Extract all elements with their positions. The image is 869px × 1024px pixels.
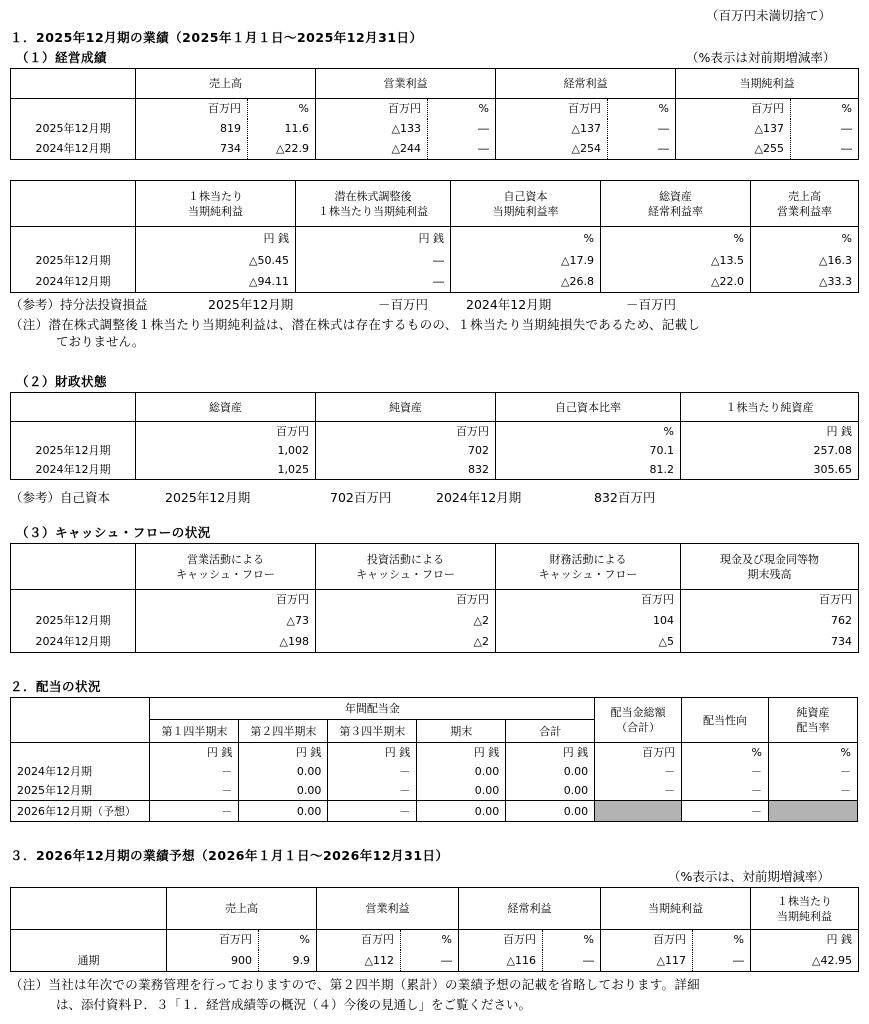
value-cell: 70.1 [496, 442, 681, 460]
value-cell: △112 [317, 950, 401, 972]
unit-cell: 百万円 [167, 930, 259, 950]
table-row [11, 119, 859, 138]
value-cell: △2 [316, 631, 496, 653]
value-cell: 819 [136, 119, 248, 138]
value-cell: △2 [316, 610, 496, 631]
value-cell: － [682, 763, 769, 781]
header-ordinary-profit: 経常利益 [459, 888, 601, 930]
unit-cell: % [248, 99, 316, 119]
value-cell: △50.45 [136, 251, 296, 271]
header-eps: １株当たり 当期純利益 [136, 181, 296, 227]
row-label: 2024年12月期 [11, 460, 136, 480]
value-cell: △73 [136, 610, 316, 631]
value-cell: － [682, 801, 769, 822]
value-cell: 0.00 [417, 763, 506, 781]
value-cell: △137 [496, 119, 608, 138]
unit-cell: 円 銭 [328, 743, 417, 763]
ref-value: 702百万円 [330, 490, 392, 505]
value-cell: － [328, 801, 417, 822]
table-row [11, 610, 859, 631]
note-line: ておりません。 [56, 334, 145, 349]
note-line: （注）当社は年次での業務管理を行っておりますので、第２四半期（累計）の業績予想の記載を省略しております。詳細 [10, 977, 700, 992]
section1-title: １．2025年12月期の業績（2025年１月１日～2025年12月31日） [10, 30, 423, 45]
table-row [11, 460, 859, 480]
operating-results-table [10, 68, 859, 160]
header-net-assets: 純資産 [316, 393, 496, 422]
header-cash-balance: 現金及び現金同等物 期末残高 [681, 544, 859, 590]
table-row [11, 763, 858, 781]
unit-cell: % [693, 930, 751, 950]
unit-cell: 百万円 [316, 422, 496, 442]
value-cell: △244 [316, 138, 428, 160]
unit-cell: % [496, 422, 681, 442]
header-year-end: 期末 [417, 720, 506, 743]
header-eps: １株当たり 当期純利益 [751, 888, 859, 930]
value-cell: 0.00 [239, 801, 328, 822]
unit-cell: 百万円 [496, 99, 608, 119]
table-row [11, 138, 859, 160]
header-doe: 純資産 配当率 [769, 698, 858, 743]
unit-cell: % [769, 743, 858, 763]
value-cell: 11.6 [248, 119, 316, 138]
value-cell: 832 [316, 460, 496, 480]
unit-cell: 百万円 [595, 743, 682, 763]
value-cell: 9.9 [259, 950, 317, 972]
header-roa: 総資産 経常利益率 [601, 181, 751, 227]
value-cell: 734 [681, 631, 859, 653]
header-operating-margin: 売上高 営業利益率 [751, 181, 859, 227]
unit-cell: 百万円 [676, 99, 791, 119]
value-cell: △26.8 [451, 271, 601, 293]
row-label: 2024年12月期 [11, 138, 136, 160]
shaded-cell [769, 801, 858, 822]
header-annual-dividend: 年間配当金 [150, 698, 595, 720]
value-cell: 0.00 [506, 801, 595, 822]
note-line: （注）潜在株式調整後１株当たり当期純利益は、潜在株式は存在するものの、１株当たり当期純損失であるため、記載し [10, 317, 701, 332]
equity-method-ref-label: （参考）持分法投資損益 [10, 297, 148, 312]
row-label: 2026年12月期（予想） [11, 801, 150, 822]
value-cell: ― [543, 950, 601, 972]
ref-period: 2025年12月期 [165, 490, 251, 505]
unit-cell: 百万円 [316, 590, 496, 610]
cash-flow-table [10, 543, 859, 653]
header-financing-cf: 財務活動による キャッシュ・フロー [496, 544, 681, 590]
dividend-table [10, 697, 858, 822]
table-row [11, 442, 859, 460]
ref-period: 2025年12月期 [208, 297, 294, 312]
unit-cell: % [259, 930, 317, 950]
value-cell: － [682, 781, 769, 801]
unit-cell: % [451, 227, 601, 251]
value-cell: ― [401, 950, 459, 972]
header-equity-ratio: 自己資本比率 [496, 393, 681, 422]
value-cell: － [595, 763, 682, 781]
value-cell: 734 [136, 138, 248, 160]
section2-title: ２．配当の状況 [10, 679, 102, 694]
value-cell: 900 [167, 950, 259, 972]
header-operating-profit: 営業利益 [316, 69, 496, 99]
header-net-profit: 当期純利益 [601, 888, 751, 930]
row-label: 2025年12月期 [11, 610, 136, 631]
operating-results-title: （１）経営成績 [16, 50, 108, 65]
header-total-assets: 総資産 [136, 393, 316, 422]
per-share-ratio-table [10, 180, 859, 293]
value-cell: ― [693, 950, 751, 972]
value-cell: 762 [681, 610, 859, 631]
table-row [11, 251, 859, 271]
value-cell: △16.3 [751, 251, 859, 271]
unit-cell: % [601, 227, 751, 251]
financial-position-table [10, 392, 859, 480]
table-row [11, 801, 858, 822]
unit-cell: % [751, 227, 859, 251]
value-cell: △5 [496, 631, 681, 653]
cash-flow-title: （３）キャッシュ・フローの状況 [16, 525, 211, 540]
unit-cell: 百万円 [601, 930, 693, 950]
value-cell: ― [791, 119, 859, 138]
value-cell: 1,025 [136, 460, 316, 480]
ref-period: 2024年12月期 [466, 297, 552, 312]
unit-cell: 円 銭 [751, 930, 859, 950]
value-cell: △116 [459, 950, 543, 972]
value-cell: ― [296, 251, 451, 271]
value-cell: － [769, 781, 858, 801]
shaded-cell [595, 801, 682, 822]
unit-cell: 円 銭 [296, 227, 451, 251]
header-total: 合計 [506, 720, 595, 743]
row-label: 2025年12月期 [11, 251, 136, 271]
forecast-table [10, 887, 859, 972]
unit-cell: 百万円 [317, 930, 401, 950]
value-cell: ― [428, 138, 496, 160]
value-cell: ― [791, 138, 859, 160]
value-cell: 81.2 [496, 460, 681, 480]
header-net-profit: 当期純利益 [676, 69, 859, 99]
header-diluted-eps: 潜在株式調整後 １株当たり当期純利益 [296, 181, 451, 227]
unit-cell: % [791, 99, 859, 119]
value-cell: △22.0 [601, 271, 751, 293]
header-roe: 自己資本 当期純利益率 [451, 181, 601, 227]
table-row [11, 950, 859, 972]
unit-cell: 円 銭 [150, 743, 239, 763]
row-label: 2024年12月期 [11, 631, 136, 653]
unit-cell: % [543, 930, 601, 950]
row-label: 2024年12月期 [11, 271, 136, 293]
table-row [11, 631, 859, 653]
value-cell: △94.11 [136, 271, 296, 293]
value-cell: △22.9 [248, 138, 316, 160]
value-cell: 0.00 [417, 781, 506, 801]
header-operating-profit: 営業利益 [317, 888, 459, 930]
header-ordinary-profit: 経常利益 [496, 69, 676, 99]
row-label: 2025年12月期 [11, 119, 136, 138]
header-sales: 売上高 [167, 888, 317, 930]
value-cell: △13.5 [601, 251, 751, 271]
header-q3-end: 第３四半期末 [328, 720, 417, 743]
unit-cell: 百万円 [136, 422, 316, 442]
value-cell: 0.00 [506, 781, 595, 801]
header-q1-end: 第１四半期末 [150, 720, 239, 743]
unit-cell: 百万円 [496, 590, 681, 610]
row-label: 通期 [11, 950, 167, 972]
value-cell: 305.65 [681, 460, 859, 480]
value-cell: 0.00 [506, 763, 595, 781]
value-cell: － [150, 781, 239, 801]
value-cell: ― [428, 119, 496, 138]
value-cell: △117 [601, 950, 693, 972]
value-cell: 0.00 [239, 763, 328, 781]
unit-cell: 円 銭 [417, 743, 506, 763]
ref-value: 832百万円 [594, 490, 656, 505]
ref-period: 2024年12月期 [436, 490, 522, 505]
header-sales: 売上高 [136, 69, 316, 99]
unit-cell: 百万円 [316, 99, 428, 119]
header-total-dividend: 配当金総額 （合計） [595, 698, 682, 743]
table-row [11, 781, 858, 801]
value-cell: － [595, 781, 682, 801]
ref-value: －百万円 [378, 297, 429, 312]
note-line: は、添付資料Ｐ．３「１．経営成績等の概況（４）今後の見通し」をご覧ください。 [56, 997, 532, 1012]
value-cell: － [328, 763, 417, 781]
row-label: 2025年12月期 [11, 781, 150, 801]
row-label: 2024年12月期 [11, 763, 150, 781]
unit-cell: 百万円 [136, 590, 316, 610]
value-cell: 0.00 [239, 781, 328, 801]
value-cell: △133 [316, 119, 428, 138]
header-operating-cf: 営業活動による キャッシュ・フロー [136, 544, 316, 590]
unit-cell: 百万円 [459, 930, 543, 950]
value-cell: 1,002 [136, 442, 316, 460]
table-row [11, 271, 859, 293]
value-cell: － [150, 763, 239, 781]
section3-title: ３．2026年12月期の業績予想（2026年１月１日～2026年12月31日） [10, 848, 449, 863]
value-cell: 0.00 [417, 801, 506, 822]
unit-cell: % [428, 99, 496, 119]
equity-ref-label: （参考）自己資本 [10, 490, 111, 505]
unit-cell: 円 銭 [136, 227, 296, 251]
unit-cell: 百万円 [681, 590, 859, 610]
value-cell: ― [608, 138, 676, 160]
value-cell: △17.9 [451, 251, 601, 271]
value-cell: △42.95 [751, 950, 859, 972]
ref-value: －百万円 [626, 297, 677, 312]
value-cell: 702 [316, 442, 496, 460]
header-investing-cf: 投資活動による キャッシュ・フロー [316, 544, 496, 590]
header-payout-ratio: 配当性向 [682, 698, 769, 743]
value-cell: △198 [136, 631, 316, 653]
value-cell: ― [296, 271, 451, 293]
value-cell: 104 [496, 610, 681, 631]
value-cell: － [328, 781, 417, 801]
unit-cell: 円 銭 [506, 743, 595, 763]
unit-cell: 円 銭 [239, 743, 328, 763]
header-bps: １株当たり純資産 [681, 393, 859, 422]
value-cell: △33.3 [751, 271, 859, 293]
value-cell: － [150, 801, 239, 822]
unit-cell: % [401, 930, 459, 950]
unit-cell: % [682, 743, 769, 763]
value-cell: ― [608, 119, 676, 138]
value-cell: △255 [676, 138, 791, 160]
value-cell: － [769, 763, 858, 781]
value-cell: △137 [676, 119, 791, 138]
value-cell: △254 [496, 138, 608, 160]
unit-cell: 円 銭 [681, 422, 859, 442]
row-label: 2025年12月期 [11, 442, 136, 460]
change-rate-note: （%表示は対前期増減率） [686, 50, 836, 65]
unit-cell: % [608, 99, 676, 119]
value-cell: 257.08 [681, 442, 859, 460]
unit-note: （百万円未満切捨て） [706, 8, 832, 23]
financial-position-title: （２）財政状態 [16, 374, 108, 389]
header-q2-end: 第２四半期末 [239, 720, 328, 743]
unit-cell: 百万円 [136, 99, 248, 119]
forecast-change-note: （%表示は、対前期増減率） [668, 869, 830, 884]
